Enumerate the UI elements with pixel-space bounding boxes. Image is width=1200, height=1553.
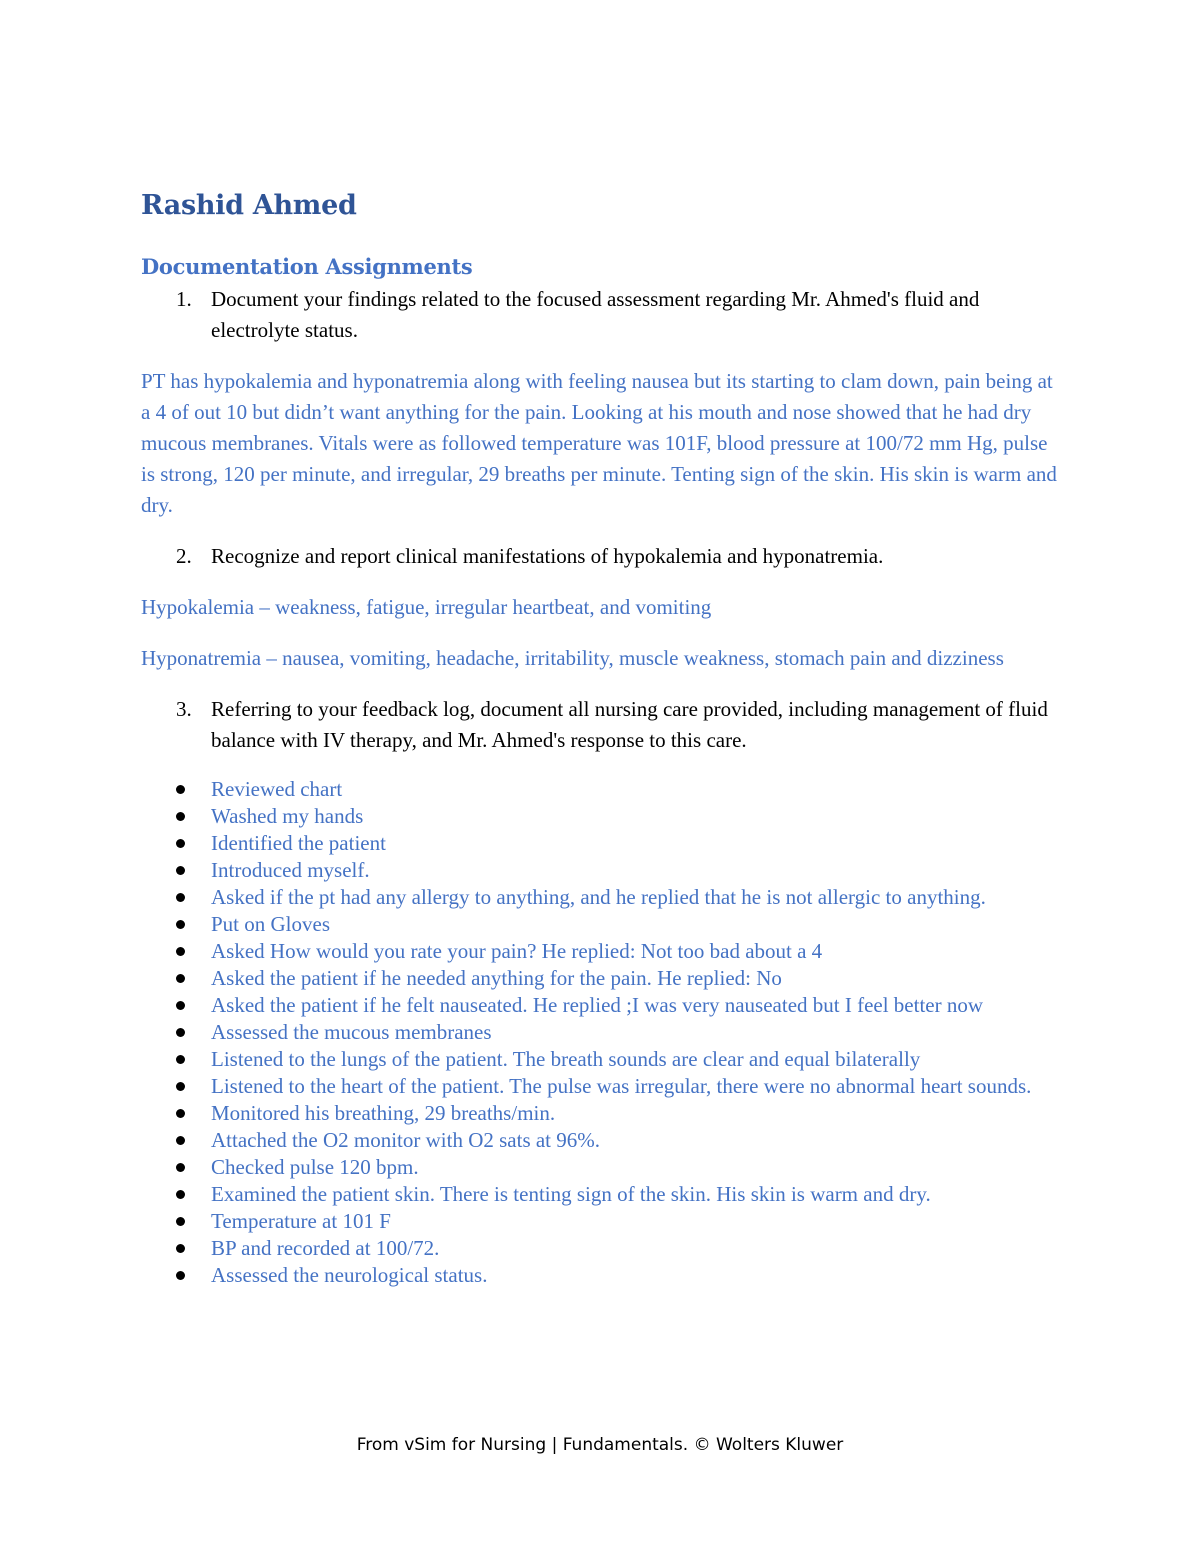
page-footer: From vSim for Nursing | Fundamentals. © Wolters Kluwer — [356, 1435, 844, 1455]
list-item: Washed my hands — [141, 803, 1061, 830]
question-number: 2. — [176, 544, 192, 568]
answer-paragraph: Hypokalemia – weakness, fatigue, irregular heartbeat, and vomiting — [141, 595, 712, 619]
list-item: Asked How would you rate your pain? He replied: Not too bad about a 4 — [141, 938, 1061, 965]
bullet-icon — [141, 1208, 211, 1235]
bullet-icon — [141, 803, 211, 830]
bullet-icon — [141, 965, 211, 992]
question-number: 3. — [176, 697, 192, 721]
page-title: Rashid Ahmed — [141, 190, 357, 221]
question-1 — [141, 284, 1061, 346]
list-item: Identified the patient — [141, 830, 1061, 857]
list-item: Listened to the lungs of the patient. The breath sounds are clear and equal bilaterally — [141, 1046, 1061, 1073]
document-body — [141, 186, 1061, 1289]
question-number: 1. — [176, 287, 192, 311]
list-item: Monitored his breathing, 29 breaths/min. — [141, 1100, 1061, 1127]
bullet-icon — [141, 992, 211, 1019]
list-item: Asked if the pt had any allergy to anything, and he replied that he is not allergic to anything. — [141, 884, 1061, 911]
answer-paragraph: Hyponatremia – nausea, vomiting, headache, irritability, muscle weakness, stomach pain and dizziness — [141, 646, 1004, 670]
list-item: Checked pulse 120 bpm. — [141, 1154, 1061, 1181]
bullet-icon — [141, 1181, 211, 1208]
bullet-icon — [141, 857, 211, 884]
bullet-icon — [141, 938, 211, 965]
list-item: Put on Gloves — [141, 911, 1061, 938]
question-3 — [141, 694, 1061, 756]
bullet-icon — [141, 1154, 211, 1181]
list-item: Introduced myself. — [141, 857, 1061, 884]
question-text: Referring to your feedback log, document all nursing care provided, including management of fluid balance with IV therapy, and Mr. Ahmed's response to this care. — [211, 697, 1048, 752]
list-item: Assessed the mucous membranes — [141, 1019, 1061, 1046]
list-item: Examined the patient skin. There is tenting sign of the skin. His skin is warm and dry. — [141, 1181, 1061, 1208]
list-item: Reviewed chart — [141, 776, 1061, 803]
list-item: Listened to the heart of the patient. The pulse was irregular, there were no abnormal heart sounds. — [141, 1073, 1061, 1100]
list-item: Asked the patient if he felt nauseated. He replied ;I was very nauseated but I feel better now — [141, 992, 1061, 1019]
list-item: Assessed the neurological status. — [141, 1262, 1061, 1289]
bullet-icon — [141, 911, 211, 938]
list-item: BP and recorded at 100/72. — [141, 1235, 1061, 1262]
list-item: Asked the patient if he needed anything for the pain. He replied: No — [141, 965, 1061, 992]
bullet-icon — [141, 1046, 211, 1073]
bullet-icon — [141, 1262, 211, 1289]
answer-paragraph: PT has hypokalemia and hyponatremia along with feeling nausea but its starting to clam down, pain being at a 4 of out 10 but didn’t want anything for the pain. Looking at his mouth and nose showed that he had dry mucous membranes. Vitals were as followed temperature was 101F, blood pressure at 100/72 mm Hg, pulse is strong, 120 per minute, and irregular, 29 breaths per minute. Tenting sign of the skin. His skin is warm and dry. — [141, 369, 1057, 517]
question-2 — [141, 541, 1061, 572]
bullet-icon — [141, 1073, 211, 1100]
bullet-icon — [141, 1100, 211, 1127]
section-heading: Documentation Assignments — [141, 254, 473, 279]
bullet-icon — [141, 884, 211, 911]
bullet-icon — [141, 1019, 211, 1046]
list-item: Attached the O2 monitor with O2 sats at 96%. — [141, 1127, 1061, 1154]
bullet-icon — [141, 830, 211, 857]
care-list — [141, 776, 1061, 1289]
bullet-icon — [141, 776, 211, 803]
bullet-icon — [141, 1235, 211, 1262]
question-text: Document your findings related to the focused assessment regarding Mr. Ahmed's fluid and electrolyte status. — [211, 287, 980, 342]
list-item: Temperature at 101 F — [141, 1208, 1061, 1235]
bullet-icon — [141, 1127, 211, 1154]
question-text: Recognize and report clinical manifestations of hypokalemia and hyponatremia. — [211, 544, 884, 568]
